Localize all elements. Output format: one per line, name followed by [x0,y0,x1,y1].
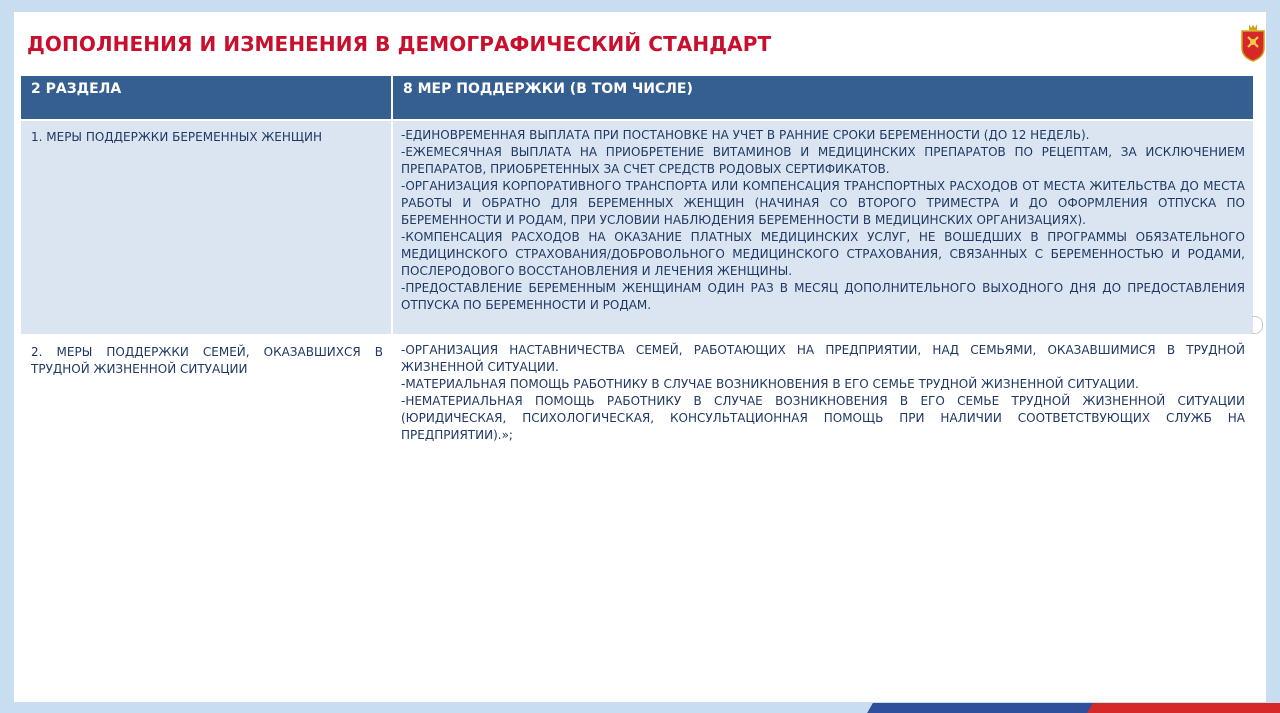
measure-item: -ОРГАНИЗАЦИЯ НАСТАВНИЧЕСТВА СЕМЕЙ, РАБОТАЮЩИХ НА ПРЕДПРИЯТИИ, НАД СЕМЬЯМИ, ОКАЗАВШИМИСЯ В ТРУДНОЙ ЖИЗНЕННОЙ СИТУАЦИИ. [401,343,1245,374]
measure-item: -ПРЕДОСТАВЛЕНИЕ БЕРЕМЕННЫМ ЖЕНЩИНАМ ОДИН РАЗ В МЕСЯЦ ДОПОЛНИТЕЛЬНОГО ВЫХОДНОГО ДНЯ ДО ПРЕДОСТАВЛЕНИЯ ОТПУСКА ПО БЕРЕМЕННОСТИ И РОДАМ. [401,281,1245,312]
measure-item: -ЕЖЕМЕСЯЧНАЯ ВЫПЛАТА НА ПРИОБРЕТЕНИЕ ВИТАМИНОВ И МЕДИЦИНСКИХ ПРЕПАРАТОВ ПО РЕЦЕПТАМ, ЗА ИСКЛЮЧЕНИЕМ ПРЕПАРАТОВ, ПРИОБРЕТЕННЫХ ЗА СЧЕТ СРЕДСТВ РОДОВЫХ СЕРТИФИКАТОВ. [401,145,1245,176]
table-row [21,121,1253,334]
page-title: ДОПОЛНЕНИЯ И ИЗМЕНЕНИЯ В ДЕМОГРАФИЧЕСКИЙ СТАНДАРТ [27,32,772,56]
measure-item: -ОРГАНИЗАЦИЯ КОРПОРАТИВНОГО ТРАНСПОРТА ИЛИ КОМПЕНСАЦИЯ ТРАНСПОРТНЫХ РАСХОДОВ ОТ МЕСТА ЖИТЕЛЬСТВА ДО МЕСТА РАБОТЫ И ОБРАТНО ДЛЯ БЕРЕМЕННЫХ ЖЕНЩИН (НАЧИНАЯ СО ВТОРОГО ТРИМЕСТРА И ДО ОФОРМЛЕНИЯ ОТПУСКА ПО БЕРЕМЕННОСТИ И РОДАМ, ПРИ УСЛОВИИ НАБЛЮДЕНИЯ БЕРЕМЕННОСТИ В МЕДИЦИНСКИХ ОРГАНИЗАЦИЯХ). [401,179,1245,227]
measure-item: -ЕДИНОВРЕМЕННАЯ ВЫПЛАТА ПРИ ПОСТАНОВКЕ НА УЧЕТ В РАННИЕ СРОКИ БЕРЕМЕННОСТИ (ДО 12 НЕДЕЛЬ). [401,128,1090,142]
measure-item: -НЕМАТЕРИАЛЬНАЯ ПОМОЩЬ РАБОТНИКУ В СЛУЧАЕ ВОЗНИКНОВЕНИЯ В ЕГО СЕМЬЕ ТРУДНОЙ ЖИЗНЕННОЙ СИТУАЦИИ (ЮРИДИЧЕСКАЯ, ПСИХОЛОГИЧЕСКАЯ, КОНСУЛЬТАЦИОННАЯ ПОМОЩЬ ПРИ НАЛИЧИИ СООТВЕТСТВУЮЩИХ СЛУЖБ НА ПРЕДПРИЯТИИ).»; [401,394,1245,442]
measure-item: -КОМПЕНСАЦИЯ РАСХОДОВ НА ОКАЗАНИЕ ПЛАТНЫХ МЕДИЦИНСКИХ УСЛУГ, НЕ ВОШЕДШИХ В ПРОГРАММЫ ОБЯЗАТЕЛЬНОГО МЕДИЦИНСКОГО СТРАХОВАНИЯ/ДОБРОВОЛЬНОГО МЕДИЦИНСКОГО СТРАХОВАНИЯ, СВЯЗАННЫХ С БЕРЕМЕННОСТЬЮ И РОДАМИ, ПОСЛЕРОДОВОГО ВОССТАНОВЛЕНИЯ И ЛЕЧЕНИЯ ЖЕНЩИНЫ. [401,230,1245,278]
column-header-section: 2 РАЗДЕЛА [21,76,391,119]
column-header-measures: 8 МЕР ПОДДЕРЖКИ (В ТОМ ЧИСЛЕ) [393,76,1253,119]
section-cell: 2. МЕРЫ ПОДДЕРЖКИ СЕМЕЙ, ОКАЗАВШИХСЯ В ТРУДНОЙ ЖИЗНЕННОЙ СИТУАЦИИ [21,336,391,454]
table-row [21,336,1253,454]
measures-cell [393,121,1253,334]
measures-table [19,74,1255,456]
section-cell: 1. МЕРЫ ПОДДЕРЖКИ БЕРЕМЕННЫХ ЖЕНЩИН [21,121,391,334]
decor-stripe-red [1087,703,1280,713]
measures-cell [393,336,1253,454]
measure-item: -МАТЕРИАЛЬНАЯ ПОМОЩЬ РАБОТНИКУ В СЛУЧАЕ ВОЗНИКНОВЕНИЯ В ЕГО СЕМЬЕ ТРУДНОЙ ЖИЗНЕННОЙ СИТУАЦИИ. [401,377,1139,391]
coat-of-arms-icon [1238,22,1268,62]
slide [14,12,1266,702]
table-header-row [21,76,1253,119]
